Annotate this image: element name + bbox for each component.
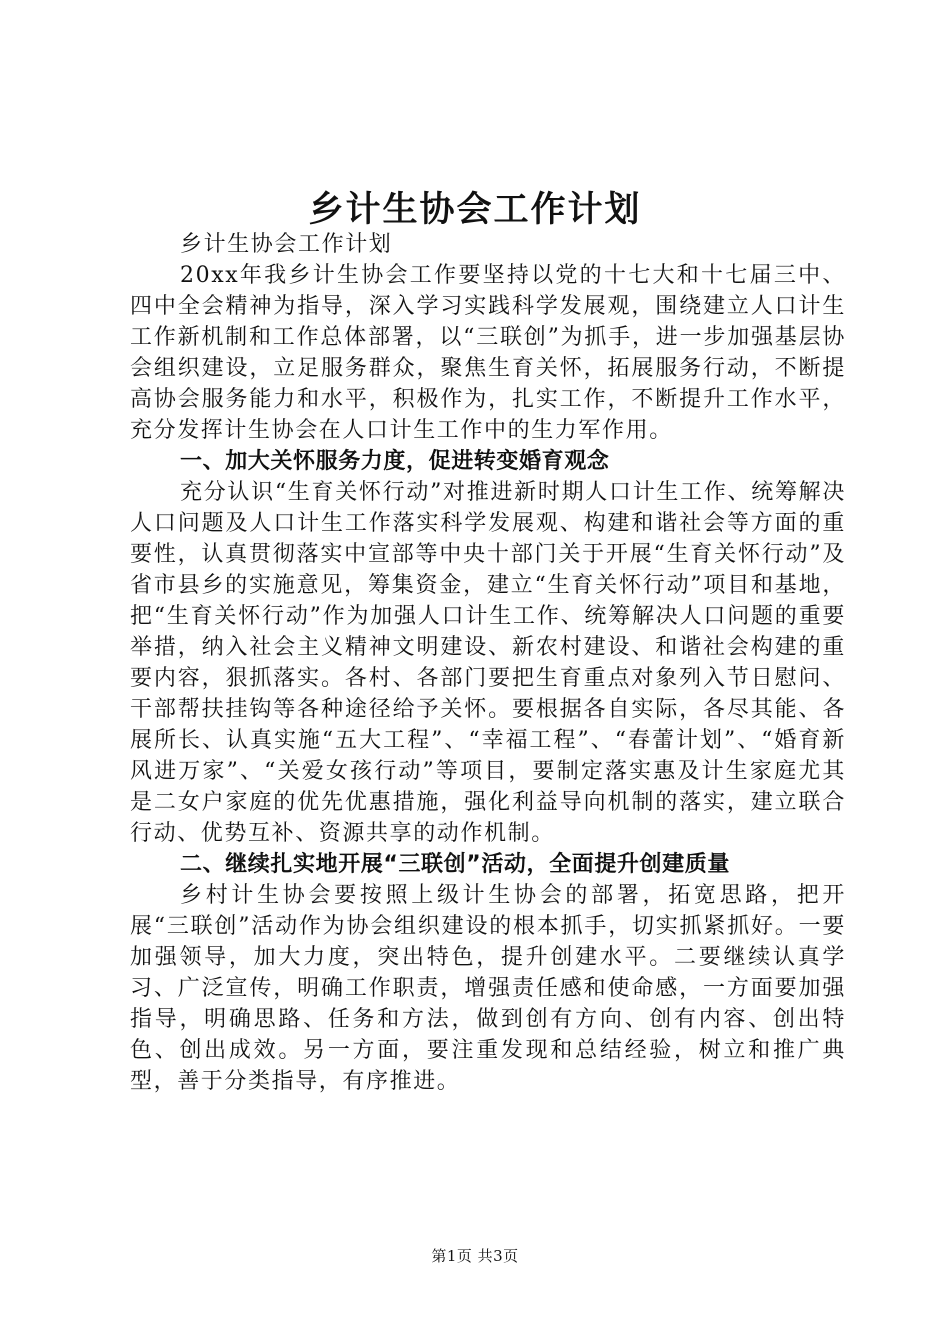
section-1-heading: 一、加大关怀服务力度，促进转变婚育观念 [180, 449, 610, 474]
document-body [130, 229, 846, 1097]
section-2-heading: 二、继续扎实地开展“三联创”活动，全面提升创建质量 [180, 852, 730, 877]
section-1-paragraph: 充分认识“生育关怀行动”对推进新时期人口计生工作、统筹解决人口问题及人口计生工作落实科学发展观、构建和谐社会等方面的重要性，认真贯彻落实中宣部等中央十部门关于开展“生育关怀行动”及省市县乡的实施意见，筹集资金，建立“生育关怀行动”项目和基地，把“生育关怀行动”作为加强人口计生工作、统筹解决人口问题的重要举措，纳入社会主义精神文明建设、新农村建设、和谐社会构建的重要内容，狠抓落实。各村、各部门要把生育重点对象列入节日慰问、干部帮扶挂钩等各种途径给予关怀。要根据各自实际，各尽其能、各展所长、认真实施“五大工程”、“幸福工程”、“春蕾计划”、“婚育新风进万家”、“关爱女孩行动”等项目，要制定落实惠及计生家庭尤其是二女户家庭的优先优惠措施，强化利益导向机制的落实，建立联合行动、优势互补、资源共享的动作机制。 [130, 480, 846, 846]
document-title: 乡计生协会工作计划 [308, 189, 642, 230]
page-footer: 第1页 共3页 [431, 1247, 519, 1265]
intro-paragraph: 20xx年我乡计生协会工作要坚持以党的十七大和十七届三中、四中全会精神为指导，深入学习实践科学发展观，围绕建立人口计生工作新机制和工作总体部署，以“三联创”为抓手，进一步加强基层协会组织建设，立足服务群众，聚焦生育关怀，拓展服务行动，不断提高协会服务能力和水平，积极作为，扎实工作，不断提升工作水平，充分发挥计生协会在人口计生工作中的生力军作用。 [130, 263, 846, 443]
section-2-paragraph: 乡村计生协会要按照上级计生协会的部署，拓宽思路，把开展“三联创”活动作为协会组织建设的根本抓手，切实抓紧抓好。一要加强领导，加大力度，突出特色，提升创建水平。二要继续认真学习、广泛宣传，明确工作职责，增强责任感和使命感，一方面要加强指导，明确思路、任务和方法，做到创有方向、创有内容、创出特色、创出成效。另一方面，要注重发现和总结经验，树立和推广典型，善于分类指导，有序推进。 [130, 883, 846, 1094]
subtitle-paragraph: 乡计生协会工作计划 [180, 232, 393, 257]
